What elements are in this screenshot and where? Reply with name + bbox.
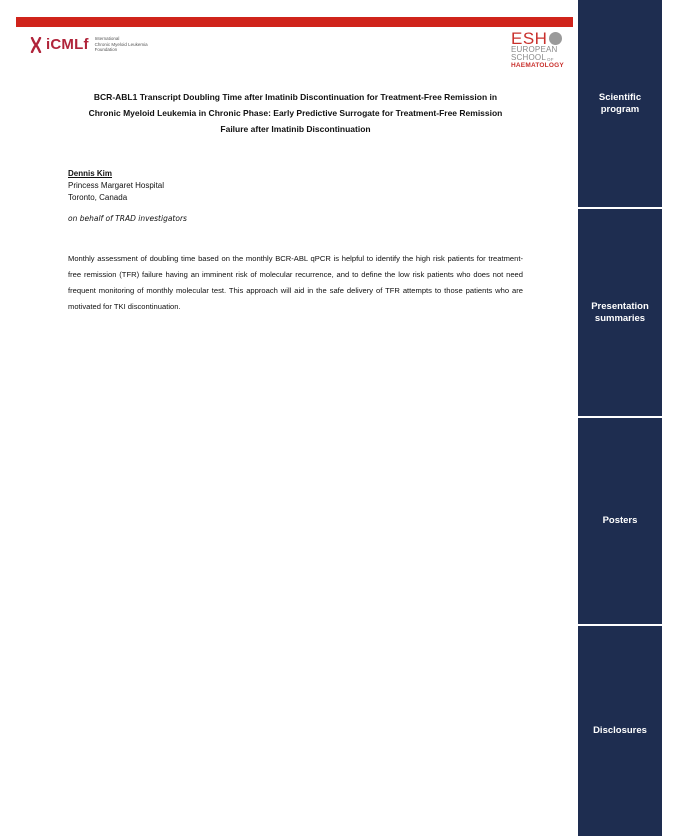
icmlf-logo bbox=[30, 36, 148, 53]
sidebar-item-label: Posters bbox=[602, 515, 638, 526]
author-location: Toronto, Canada bbox=[68, 193, 128, 202]
icmlf-wordmark: iCMLf bbox=[46, 36, 89, 53]
author-institution: Princess Margaret Hospital bbox=[68, 181, 165, 190]
sidebar-item-label: Disclosures bbox=[593, 725, 647, 736]
sidebar-item-posters[interactable] bbox=[578, 418, 662, 624]
sidebar-item-disclosures[interactable] bbox=[578, 626, 662, 836]
on-behalf-note: on behalf of TRAD investigators bbox=[68, 214, 187, 223]
author-name: Dennis Kim bbox=[68, 169, 113, 178]
sidebar-item-scientific-program[interactable] bbox=[578, 0, 662, 207]
header-accent-bar bbox=[16, 17, 573, 27]
sidebar-item-presentation-summaries[interactable] bbox=[578, 209, 662, 416]
sidebar-item-label: Presentation summaries bbox=[591, 300, 649, 324]
article-title: BCR-ABL1 Transcript Doubling Time after Imatinib Discontinuation for Treatment-Free Remission in Chronic Myeloid Leukemia in Chronic Phase: Early Predictive Surrogate for Treatment-Free Remission Failure after Imatinib Discontinuation bbox=[88, 92, 503, 134]
esh-logo: ESH EUROPEAN SCHOOL OF HAEMATOLOGY bbox=[511, 29, 564, 69]
chromosome-icon bbox=[30, 37, 42, 53]
esh-dot-icon bbox=[549, 32, 562, 45]
abstract-body: Monthly assessment of doubling time based on the monthly BCR-ABL qPCR is helpful to identify the high risk patients for treatment-free remission (TFR) failure having an imminent risk of molecular recurrence, and to define the low risk patients who does not need frequent monitoring of monthly molecular test. This approach will aid in the safe delivery of TFR attempts to those patients who are motivated for TKI discontinuation. bbox=[68, 254, 523, 311]
sidebar-item-label: Scientific program bbox=[598, 91, 642, 115]
author-block bbox=[68, 168, 164, 204]
esh-wordmark: ESH bbox=[511, 29, 548, 48]
icmlf-tagline: International Chronic Myeloid Leukemia Foundation bbox=[94, 36, 148, 53]
